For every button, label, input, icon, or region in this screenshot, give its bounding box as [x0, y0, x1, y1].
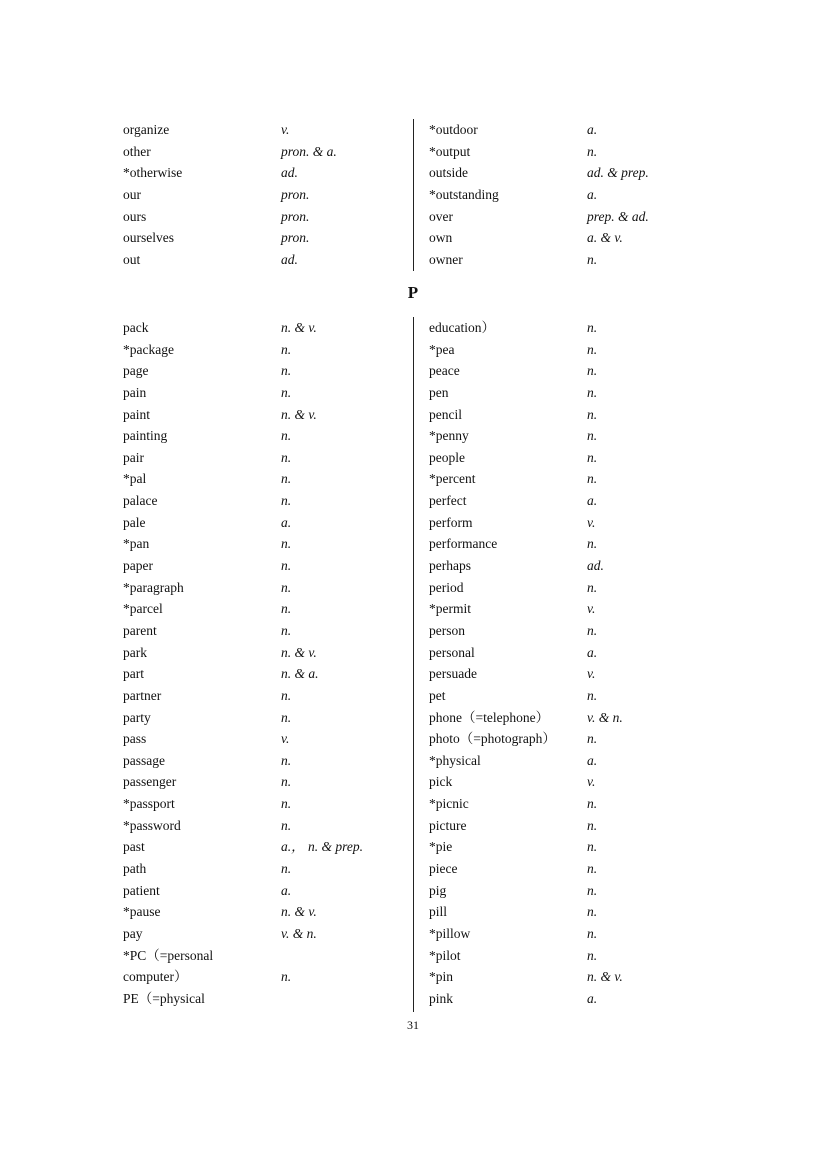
vocab-entry [429, 227, 729, 249]
entry-part-of-speech: n. [587, 861, 598, 877]
entry-word: *PC（=personal [123, 947, 214, 963]
entry-word: patient [123, 882, 160, 898]
vocab-entry [429, 793, 729, 815]
entry-word: *percent [429, 471, 476, 487]
entry-part-of-speech: n. [587, 341, 598, 357]
entry-part-of-speech: n. [281, 774, 292, 790]
entry-part-of-speech: n. [281, 969, 292, 985]
vocab-entry [429, 141, 729, 163]
entry-word: organize [123, 122, 170, 137]
entry-part-of-speech: n. & v. [281, 320, 317, 335]
entry-word: *pin [429, 969, 454, 985]
vocab-entry [429, 119, 729, 141]
entry-part-of-speech: n. [587, 882, 598, 898]
entry-word: pen [429, 384, 449, 400]
entry-word: past [123, 839, 145, 855]
vocab-entry [429, 512, 729, 534]
entry-word: *pal [123, 471, 147, 487]
entry-part-of-speech: n. [587, 731, 598, 747]
entry-part-of-speech: n. [587, 687, 598, 703]
entry-part-of-speech: ad. & prep. [587, 165, 649, 181]
vocab-entry [123, 728, 413, 750]
vocab-entry [123, 598, 413, 620]
entry-part-of-speech: n. [587, 449, 598, 465]
vocab-entry [123, 685, 413, 707]
vocab-entry [123, 750, 413, 772]
entry-part-of-speech: v. [281, 731, 290, 747]
entry-part-of-speech: n. & v. [587, 969, 623, 985]
left-column [123, 119, 413, 270]
entry-part-of-speech: n. [587, 406, 598, 422]
vocab-entry [123, 382, 413, 404]
entry-part-of-speech: n. [587, 947, 598, 963]
vocab-entry [123, 339, 413, 361]
entry-word: pick [429, 774, 453, 790]
entry-part-of-speech: v. [587, 774, 596, 790]
vocab-entry [123, 533, 413, 555]
entry-part-of-speech: n. [587, 428, 598, 444]
entry-word: paper [123, 558, 153, 574]
entry-part-of-speech: a. [587, 493, 598, 509]
entry-word: *otherwise [123, 165, 183, 181]
entry-part-of-speech: ad. [281, 251, 298, 267]
entry-part-of-speech: v. [587, 666, 596, 682]
right-column [429, 119, 729, 270]
entry-word: perform [429, 514, 473, 530]
entry-word: *password [123, 817, 181, 833]
entry-word: person [429, 622, 465, 638]
vocab-entry [123, 360, 413, 382]
entry-word: *permit [429, 601, 471, 617]
entry-word: owner [429, 251, 463, 267]
vocab-entry [123, 945, 413, 967]
vocab-entry [429, 555, 729, 577]
vocab-entry [429, 404, 729, 426]
vocab-entry [429, 707, 729, 729]
entry-part-of-speech: n. [587, 143, 598, 159]
vocab-entry [123, 707, 413, 729]
entry-word: page [123, 363, 149, 379]
entry-word: *parcel [123, 601, 163, 617]
entry-word: *penny [429, 428, 469, 444]
entry-part-of-speech: pron. [281, 186, 310, 202]
vocab-entry [429, 815, 729, 837]
vocab-entry [123, 880, 413, 902]
entry-word: period [429, 579, 464, 595]
entry-word: *package [123, 341, 174, 357]
entry-word: *pause [123, 904, 161, 920]
vocab-entry [123, 793, 413, 815]
entry-part-of-speech: n. [281, 558, 292, 574]
vocab-entry [429, 317, 729, 339]
vocab-entry [123, 923, 413, 945]
vocab-section-p [0, 317, 826, 1012]
entry-part-of-speech: v. & n. [587, 709, 623, 725]
entry-word: peace [429, 363, 460, 379]
entry-part-of-speech: n. [587, 796, 598, 812]
entry-word: our [123, 186, 141, 202]
column-divider [413, 119, 414, 271]
entry-part-of-speech: a. [587, 122, 598, 137]
vocab-entry [123, 577, 413, 599]
entry-word: perhaps [429, 558, 471, 574]
letter-heading: P [407, 283, 419, 302]
entry-word: park [123, 644, 147, 660]
entry-part-of-speech: n. [281, 449, 292, 465]
entry-part-of-speech: n. [281, 709, 292, 725]
entry-part-of-speech: n. [587, 622, 598, 638]
vocab-entry [429, 490, 729, 512]
entry-word: own [429, 230, 453, 246]
entry-word: performance [429, 536, 498, 552]
entry-part-of-speech: n. & v. [281, 406, 317, 422]
vocab-entry [429, 771, 729, 793]
entry-word: *passport [123, 796, 175, 812]
vocab-entry [123, 988, 413, 1010]
entry-word: pet [429, 687, 446, 703]
vocab-entry [123, 771, 413, 793]
vocab-entry [123, 490, 413, 512]
entry-part-of-speech: n. [281, 796, 292, 812]
entry-part-of-speech: pron. [281, 208, 310, 224]
vocab-entry [123, 227, 413, 249]
vocab-entry [123, 162, 413, 184]
entry-part-of-speech: n. [587, 251, 598, 267]
entry-word: palace [123, 493, 158, 509]
vocab-entry [429, 663, 729, 685]
vocab-entry [123, 815, 413, 837]
entry-word: *outstanding [429, 186, 499, 202]
entry-part-of-speech: n. [587, 817, 598, 833]
vocab-entry [123, 425, 413, 447]
vocab-entry [429, 382, 729, 404]
vocab-entry [429, 945, 729, 967]
vocab-entry [123, 836, 413, 858]
left-column [123, 317, 413, 1010]
entry-word: pig [429, 882, 447, 898]
vocab-entry [429, 620, 729, 642]
vocab-entry [429, 642, 729, 664]
entry-word: partner [123, 687, 162, 703]
entry-part-of-speech: n. [587, 471, 598, 487]
entry-word: ours [123, 208, 147, 224]
entry-part-of-speech: n. [587, 320, 598, 335]
vocab-entry [123, 141, 413, 163]
vocab-entry [123, 966, 413, 988]
entry-part-of-speech: a. [281, 882, 292, 898]
entry-part-of-speech: n. [587, 536, 598, 552]
entry-word: pass [123, 731, 147, 747]
entry-word: people [429, 449, 465, 465]
vocab-entry [429, 858, 729, 880]
entry-word: over [429, 208, 453, 224]
entry-part-of-speech: n. [281, 536, 292, 552]
entry-word: perfect [429, 493, 467, 509]
entry-word: personal [429, 644, 475, 660]
entry-word: part [123, 666, 144, 682]
vocab-entry [123, 858, 413, 880]
entry-word: outside [429, 165, 468, 181]
entry-part-of-speech: n. [281, 471, 292, 487]
vocab-section-o [0, 119, 826, 271]
vocab-entry [123, 317, 413, 339]
entry-part-of-speech: n. & a. [281, 666, 319, 682]
entry-part-of-speech: a. [587, 990, 598, 1006]
entry-part-of-speech: n. [281, 341, 292, 357]
entry-part-of-speech: a. [587, 186, 598, 202]
entry-part-of-speech: n. [587, 839, 598, 855]
entry-part-of-speech: a. [587, 644, 598, 660]
entry-word: pay [123, 925, 143, 941]
entry-word: picture [429, 817, 467, 833]
vocab-entry [429, 685, 729, 707]
vocab-entry [429, 728, 729, 750]
vocab-entry [123, 447, 413, 469]
entry-part-of-speech: a. [281, 514, 292, 530]
entry-word: *paragraph [123, 579, 184, 595]
entry-part-of-speech: a. [587, 752, 598, 768]
vocab-entry [429, 988, 729, 1010]
entry-word: PE（=physical [123, 990, 205, 1006]
entry-word: *outdoor [429, 122, 478, 137]
entry-part-of-speech: n. [587, 363, 598, 379]
entry-word: *pillow [429, 925, 471, 941]
entry-part-of-speech: n. [281, 752, 292, 768]
entry-part-of-speech: n. [281, 384, 292, 400]
entry-part-of-speech: a. & v. [587, 230, 623, 246]
entry-word: *pan [123, 536, 150, 552]
vocab-entry [429, 360, 729, 382]
entry-word: ourselves [123, 230, 174, 246]
entry-part-of-speech: n. [281, 622, 292, 638]
entry-word: pink [429, 990, 454, 1006]
entry-word: pill [429, 904, 448, 920]
entry-part-of-speech: prep. & ad. [587, 208, 649, 224]
entry-part-of-speech: v. [587, 601, 596, 617]
vocab-entry [429, 533, 729, 555]
vocab-entry [123, 206, 413, 228]
entry-word: *pilot [429, 947, 461, 963]
vocab-entry [429, 836, 729, 858]
vocab-entry [429, 249, 729, 271]
entry-part-of-speech: v. [281, 122, 290, 137]
vocab-entry [429, 901, 729, 923]
vocab-entry [123, 404, 413, 426]
vocab-entry [429, 577, 729, 599]
vocab-entry [429, 447, 729, 469]
entry-word: *picnic [429, 796, 469, 812]
entry-word: persuade [429, 666, 477, 682]
vocab-entry [123, 468, 413, 490]
vocab-entry [123, 620, 413, 642]
entry-part-of-speech: ad. [587, 558, 604, 574]
entry-part-of-speech: a.， n. & prep. [281, 839, 363, 855]
entry-part-of-speech: n. [281, 579, 292, 595]
column-divider [413, 317, 414, 1012]
right-column [429, 317, 729, 1010]
entry-part-of-speech: n. [281, 861, 292, 877]
vocab-entry [123, 184, 413, 206]
entry-word: path [123, 861, 147, 877]
entry-part-of-speech: v. [587, 514, 596, 530]
entry-word: *pie [429, 839, 453, 855]
entry-word: computer） [123, 969, 188, 985]
vocab-entry [429, 598, 729, 620]
vocab-entry [429, 162, 729, 184]
vocab-entry [123, 512, 413, 534]
entry-word: phone（=telephone） [429, 709, 550, 725]
entry-part-of-speech: n. [281, 363, 292, 379]
entry-word: pack [123, 320, 149, 335]
entry-word: passenger [123, 774, 177, 790]
entry-word: photo（=photograph） [429, 731, 556, 747]
entry-word: other [123, 143, 151, 159]
entry-part-of-speech: n. [587, 579, 598, 595]
vocab-entry [429, 425, 729, 447]
entry-part-of-speech: ad. [281, 165, 298, 181]
entry-part-of-speech: n. & v. [281, 644, 317, 660]
entry-part-of-speech: n. [281, 687, 292, 703]
entry-part-of-speech: n. [281, 601, 292, 617]
entry-part-of-speech: n. [281, 493, 292, 509]
entry-part-of-speech: pron. [281, 230, 310, 246]
entry-word: party [123, 709, 151, 725]
entry-word: *output [429, 143, 471, 159]
vocab-entry [123, 555, 413, 577]
vocab-entry [123, 663, 413, 685]
entry-part-of-speech: pron. & a. [281, 143, 337, 159]
entry-word: pair [123, 449, 144, 465]
vocab-entry [123, 901, 413, 923]
vocab-entry [123, 119, 413, 141]
entry-word: paint [123, 406, 150, 422]
vocab-entry [429, 184, 729, 206]
vocab-entry [429, 966, 729, 988]
entry-part-of-speech: n. [587, 904, 598, 920]
entry-word: education） [429, 320, 495, 335]
entry-word: *physical [429, 752, 481, 768]
entry-word: passage [123, 752, 165, 768]
vocab-entry [429, 206, 729, 228]
entry-word: out [123, 251, 141, 267]
entry-word: pale [123, 514, 146, 530]
entry-word: painting [123, 428, 168, 444]
vocab-entry [429, 923, 729, 945]
entry-part-of-speech: v. & n. [281, 925, 317, 941]
page-number: 31 [407, 1018, 419, 1032]
entry-part-of-speech: n. & v. [281, 904, 317, 920]
entry-part-of-speech: n. [281, 817, 292, 833]
vocab-entry [123, 642, 413, 664]
entry-word: pencil [429, 406, 462, 422]
vocab-entry [429, 880, 729, 902]
entry-part-of-speech: n. [587, 384, 598, 400]
entry-part-of-speech: n. [587, 925, 598, 941]
entry-word: piece [429, 861, 458, 877]
vocab-entry [429, 468, 729, 490]
entry-word: pain [123, 384, 147, 400]
entry-word: *pea [429, 341, 455, 357]
vocab-entry [123, 249, 413, 271]
vocab-entry [429, 750, 729, 772]
entry-part-of-speech: n. [281, 428, 292, 444]
vocab-entry [429, 339, 729, 361]
entry-word: parent [123, 622, 157, 638]
